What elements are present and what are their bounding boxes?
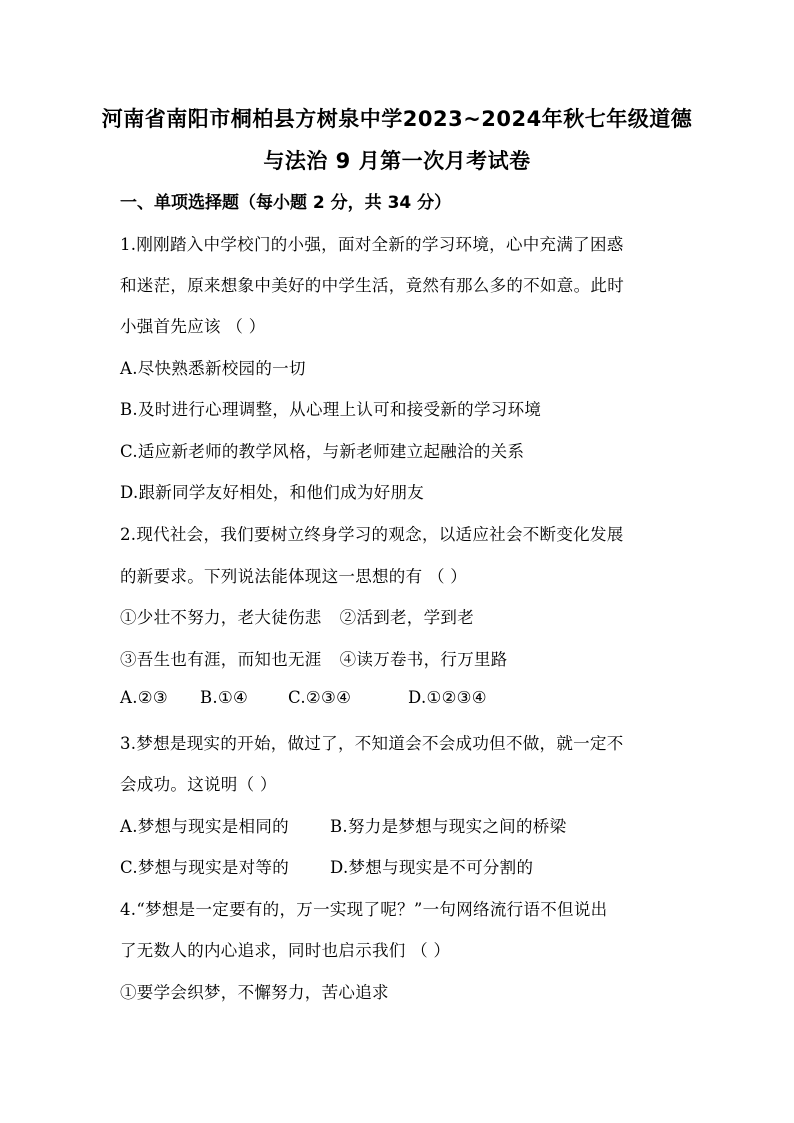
- exam-title-line-2: 与法治 9 月第一次月考试卷: [263, 149, 531, 173]
- q2-item-3: ③吾生也有涯，而知也无涯: [120, 650, 322, 669]
- q2-option-b: B.①④: [200, 688, 249, 707]
- q2-item-2: ②活到老，学到老: [339, 608, 475, 627]
- q3-option-b: B.努力是梦想与现实之间的桥梁: [330, 817, 567, 836]
- q4-item-1: ①要学会织梦，不懈努力，苦心追求: [120, 983, 389, 1002]
- q4-stem-line-1: 4.“梦想是一定要有的，万一实现了呢？”一句网络流行语不但说出: [120, 900, 608, 919]
- q3-option-c: C.梦想与现实是对等的: [120, 858, 290, 877]
- q4-stem-line-2: 了无数人的内心追求，同时也启示我们 （ ）: [120, 941, 451, 960]
- section-heading: 一、单项选择题（每小题 2 分，共 34 分）: [120, 193, 452, 213]
- q2-stem-line-1: 2.现代社会，我们要树立终身学习的观念，以适应社会不断变化发展: [120, 525, 624, 544]
- q1-option-c: C.适应新老师的教学风格，与新老师建立起融洽的关系: [120, 442, 525, 461]
- q1-option-b: B.及时进行心理调整，从心理上认可和接受新的学习环境: [120, 400, 542, 419]
- q3-options-row-2: [120, 854, 533, 878]
- q2-option-c: C.②③④: [288, 688, 352, 707]
- q1-option-a: A.尽快熟悉新校园的一切: [120, 359, 306, 378]
- q3-stem-line-2: 会成功。这说明（ ）: [120, 775, 277, 794]
- q2-items-row-1: [120, 604, 474, 628]
- q1-stem-line-3: 小强首先应该 （ ）: [120, 317, 266, 336]
- q1-stem-line-1: 1.刚刚踏入中学校门的小强，面对全新的学习环境，心中充满了困惑: [120, 235, 624, 254]
- q2-stem-line-2: 的新要求。下列说法能体现这一思想的有 （ ）: [120, 567, 468, 586]
- q2-option-a: A.②③: [120, 688, 168, 707]
- q3-option-a: A.梦想与现实是相同的: [120, 817, 289, 836]
- q3-stem-line-1: 3.梦想是现实的开始，做过了，不知道会不会成功但不做，就一定不: [120, 734, 624, 753]
- q2-option-d: D.①②③④: [408, 688, 487, 707]
- q2-options-row: [120, 688, 487, 707]
- q3-option-d: D.梦想与现实是不可分割的: [330, 858, 534, 877]
- q1-option-d: D.跟新同学友好相处，和他们成为好朋友: [120, 483, 425, 502]
- q2-item-4: ④读万卷书，行万里路: [339, 650, 508, 669]
- q2-item-1: ①少壮不努力，老大徒伤悲: [120, 608, 322, 627]
- q3-options-row-1: [120, 813, 566, 837]
- exam-title-line-1: 河南省南阳市桐柏县方树泉中学2023~2024年秋七年级道德: [101, 107, 693, 131]
- q2-items-row-2: [120, 646, 508, 670]
- q1-stem-line-2: 和迷茫，原来想象中美好的中学生活，竟然有那么多的不如意。此时: [120, 276, 624, 295]
